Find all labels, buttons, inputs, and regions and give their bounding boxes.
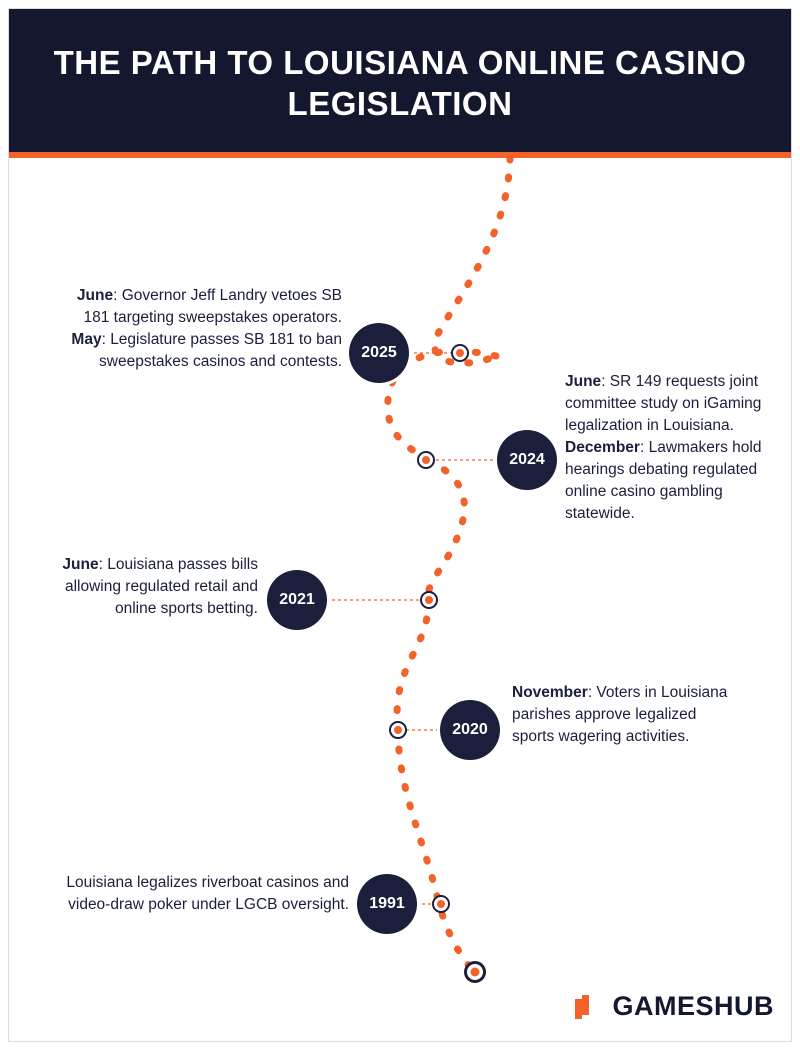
timeline-entry-2024-line-2 (565, 437, 777, 525)
timeline-entry-2024-line-1-text: : SR 149 requests joint committee study on iGaming legalization in Louisiana. (565, 373, 762, 434)
page-title: THE PATH TO LOUISIANA ONLINE CASINO LEGISLATION (53, 43, 747, 122)
timeline-entry-2024-line-1-label: June (565, 373, 602, 390)
timeline-node-2024[interactable] (497, 430, 557, 490)
timeline-node-2025-label: 2025 (361, 344, 397, 361)
timeline-entry-2020-line-1-label: November (512, 684, 588, 701)
timeline-entry-2025-text (60, 285, 342, 373)
timeline-entry-2021-text (50, 554, 258, 620)
timeline-entry-2021-line-1 (50, 554, 258, 620)
timeline-marker-2020 (389, 721, 407, 739)
timeline-node-2020[interactable] (440, 700, 500, 760)
timeline-entry-2021-line-1-label: June (62, 556, 99, 573)
brand-logo-text (612, 991, 774, 1022)
brand-logo-text-part1: GAMES (612, 991, 714, 1021)
timeline-marker-2024 (417, 451, 435, 469)
timeline-entry-2024-text (565, 371, 777, 525)
timeline-node-2025[interactable] (349, 323, 409, 383)
timeline-node-2024-label: 2024 (509, 451, 545, 468)
timeline-entry-2024-line-1 (565, 371, 777, 437)
timeline-node-2021-label: 2021 (279, 591, 315, 608)
timeline-entry-2020-line-1 (512, 682, 737, 748)
timeline-entry-2025-line-1 (60, 285, 342, 329)
timeline-entry-2025-line-2 (60, 329, 342, 373)
timeline-node-2020-label: 2020 (452, 721, 488, 738)
timeline-node-1991[interactable] (357, 874, 417, 934)
timeline-marker-2021 (420, 591, 438, 609)
timeline-entry-2025-line-2-text: : Legislature passes SB 181 to ban sweepstakes casinos and contests. (99, 331, 342, 370)
timeline-entry-1991-line-1 (66, 872, 349, 916)
timeline-entry-2024-line-2-label: December (565, 439, 640, 456)
timeline-entry-2025-line-2-label: May (71, 331, 102, 348)
timeline-entry-1991-text (66, 872, 349, 916)
timeline-entry-2020-line-1-text: : Voters in Louisiana parishes approve legalized sports wagering activities. (512, 684, 728, 745)
timeline-node-1991-label: 1991 (369, 895, 405, 912)
timeline-entry-2024-line-2-text: : Lawmakers hold hearings debating regulated online casino gambling statewide. (565, 439, 762, 522)
timeline-node-2021[interactable] (267, 570, 327, 630)
timeline-entry-2025-line-1-text: : Governor Jeff Landry vetoes SB 181 targeting sweepstakes operators. (83, 287, 342, 326)
timeline-marker-1991 (432, 895, 450, 913)
timeline-marker-2025 (451, 344, 469, 362)
timeline-end-marker (464, 961, 486, 983)
brand-logo[interactable] (572, 991, 774, 1022)
n-monogram-icon (572, 992, 602, 1022)
timeline-entry-1991-line-1-text: Louisiana legalizes riverboat casinos and video-draw poker under LGCB oversight. (66, 874, 349, 913)
brand-logo-text-part2: HUB (714, 991, 774, 1021)
timeline-entry-2021-line-1-text: : Louisiana passes bills allowing regulated retail and online sports betting. (64, 556, 258, 617)
timeline-entry-2025-line-1-label: June (76, 287, 114, 304)
timeline-entry-2020-text (512, 682, 737, 748)
